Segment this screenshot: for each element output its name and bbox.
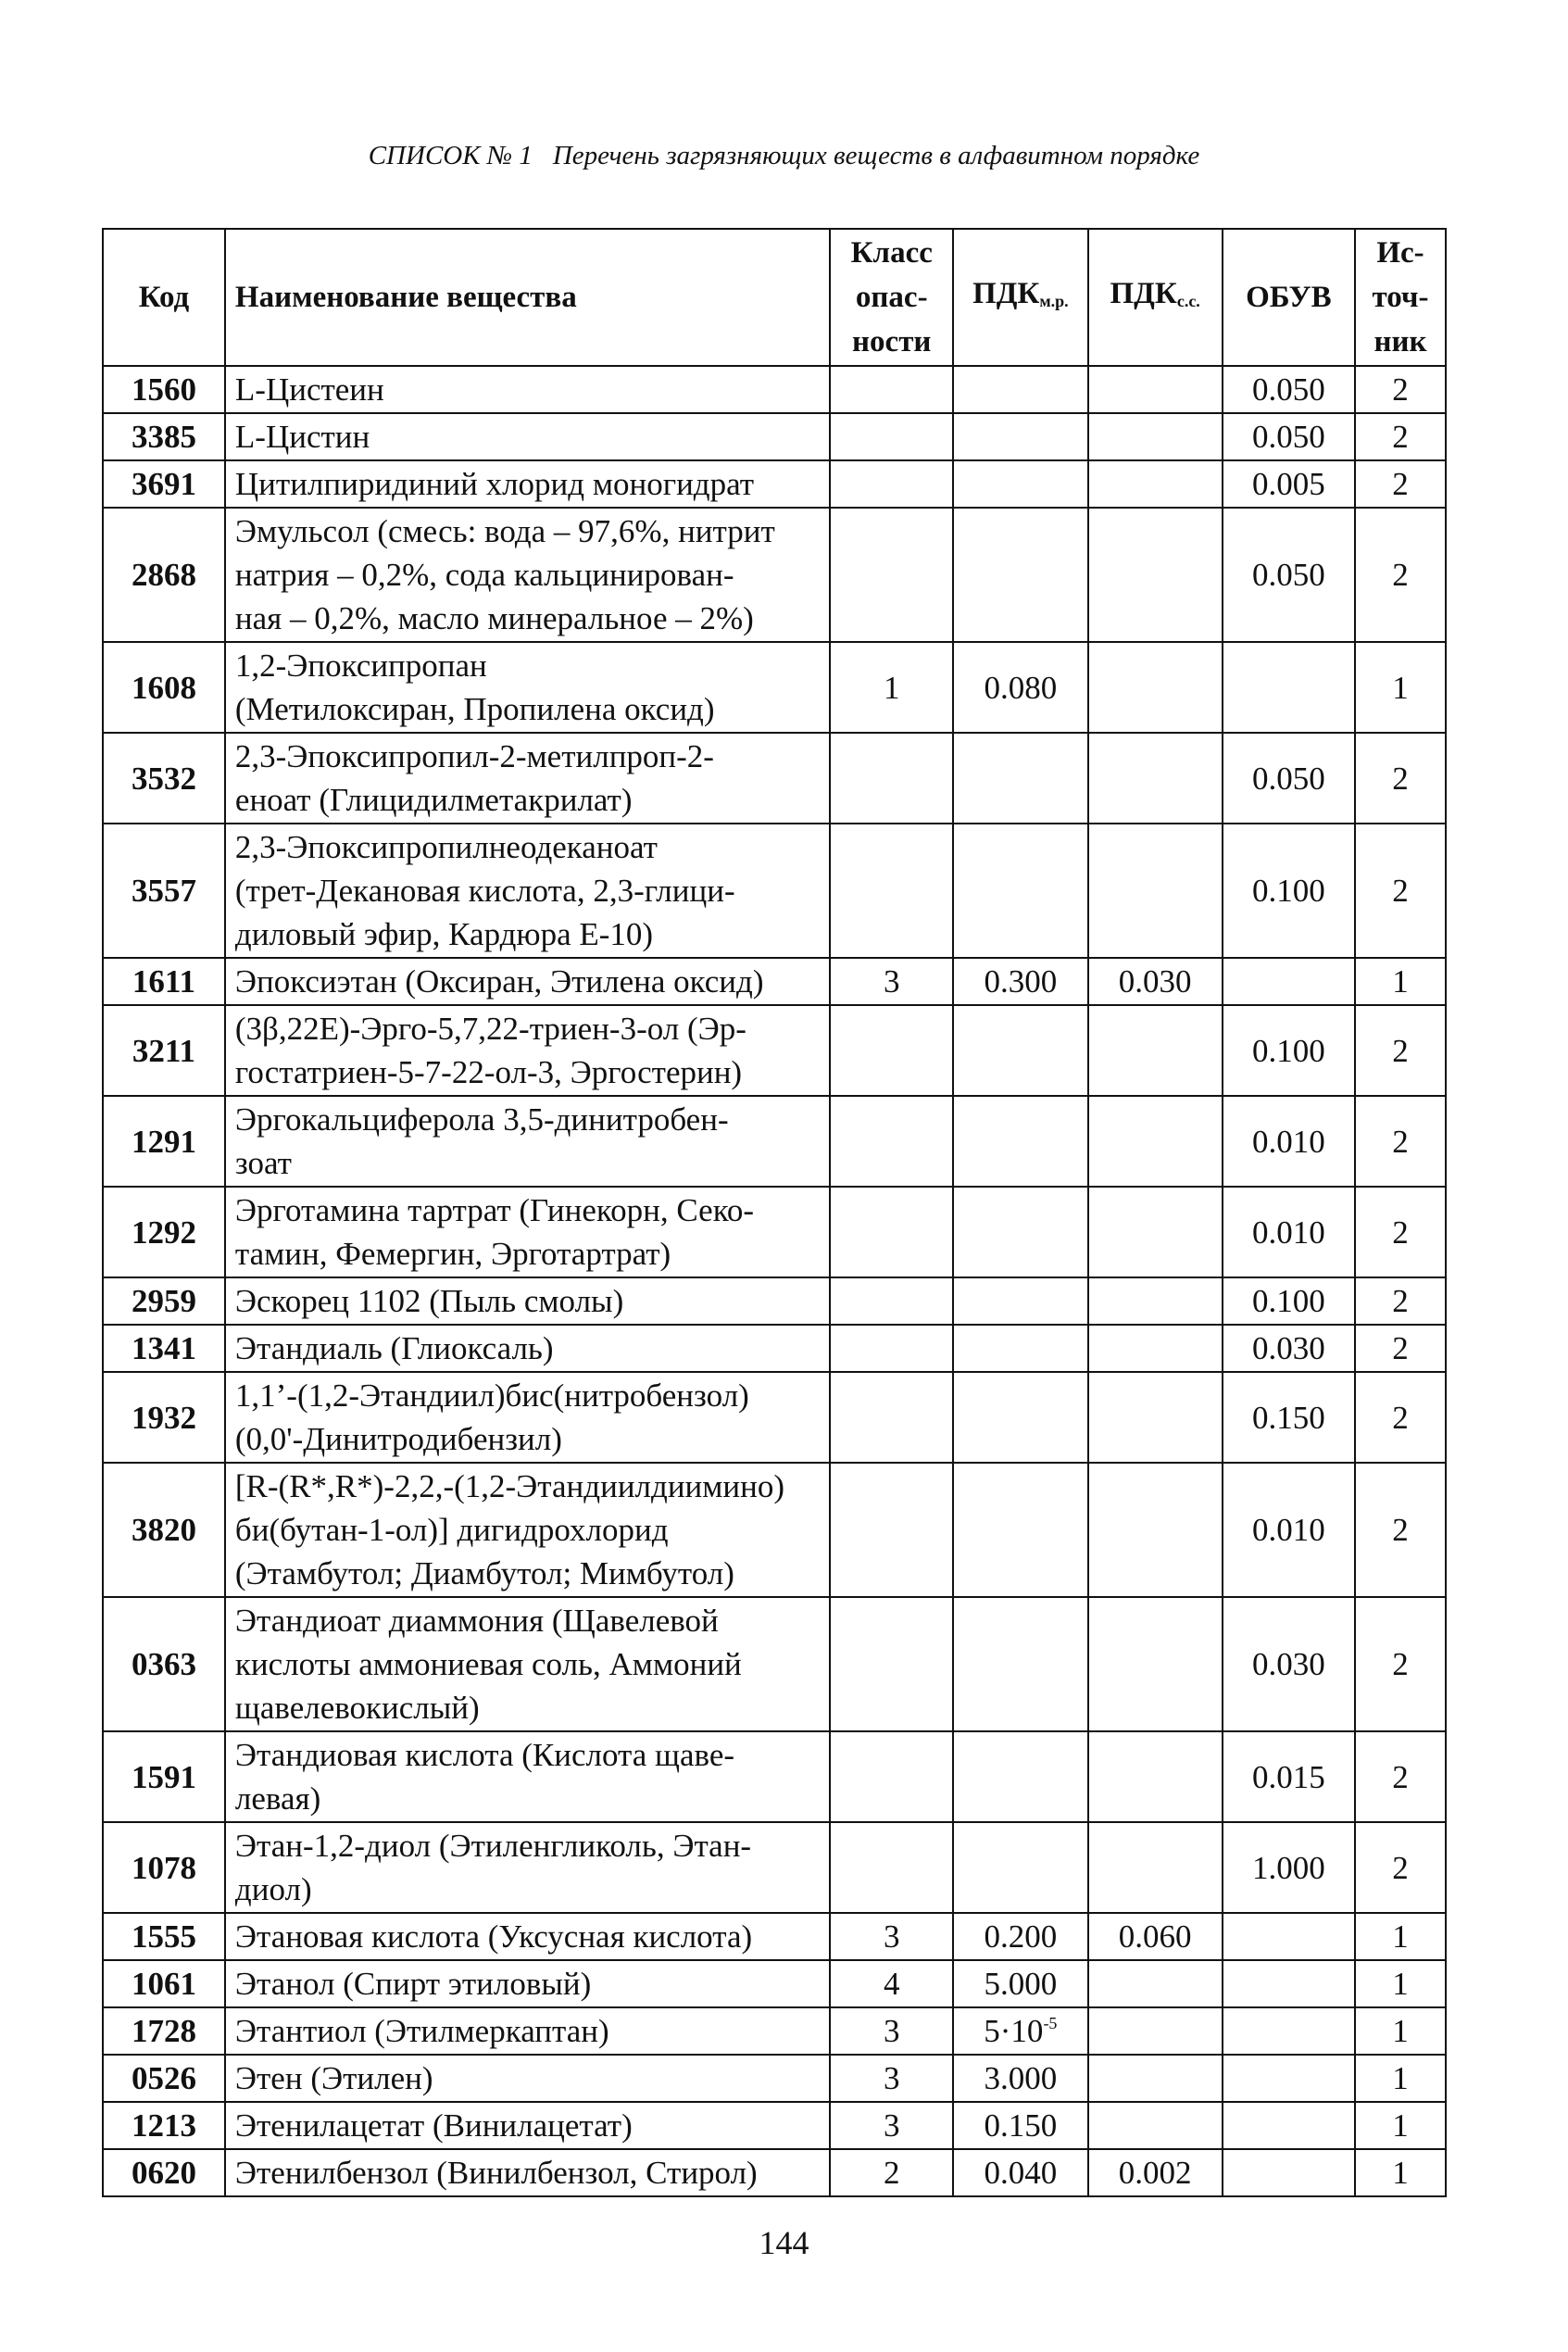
cell-pdk-mr: 0.300 bbox=[953, 958, 1087, 1005]
cell-name-line: (трет-Декановая кислота, 2,3-глици- bbox=[234, 873, 735, 909]
cell-name-line: би(бутан-1-ол)] дигидрохлорид bbox=[234, 1512, 669, 1548]
cell-hazard-class bbox=[830, 1463, 953, 1597]
cell-code: 3385 bbox=[103, 413, 225, 460]
cell-pdk-ss bbox=[1088, 1372, 1223, 1463]
cell-hazard-class bbox=[830, 1096, 953, 1187]
cell-code: 1728 bbox=[103, 2007, 225, 2055]
cell-code: 3532 bbox=[103, 733, 225, 824]
cell-pdk-ss bbox=[1088, 2102, 1223, 2149]
cell-name-line: Этантиол (Этилмеркаптан) bbox=[234, 2013, 609, 2049]
cell-code: 1291 bbox=[103, 1096, 225, 1187]
col-header-class bbox=[830, 229, 953, 366]
cell-hazard-class bbox=[830, 366, 953, 413]
cell-obuv: 0.050 bbox=[1223, 508, 1355, 642]
col-header-pdk-mr-sub: м.р. bbox=[1039, 292, 1069, 310]
cell-name bbox=[225, 1372, 830, 1463]
col-header-source-line: ник bbox=[1374, 325, 1427, 358]
cell-source: 2 bbox=[1355, 1822, 1446, 1913]
cell-code: 3211 bbox=[103, 1005, 225, 1096]
cell-name-line: левая) bbox=[234, 1780, 321, 1817]
cell-name-line: еноат (Глицидилметакрилат) bbox=[234, 782, 633, 818]
cell-code: 1608 bbox=[103, 642, 225, 733]
cell-hazard-class bbox=[830, 413, 953, 460]
cell-value-base: 5·10 bbox=[984, 2013, 1044, 2049]
list-subtitle: Перечень загрязняющих веществ в алфавитном порядке bbox=[552, 141, 1200, 170]
cell-name bbox=[225, 1731, 830, 1822]
cell-name-line: зоат bbox=[234, 1145, 292, 1181]
table-row bbox=[103, 1187, 1446, 1277]
cell-hazard-class: 3 bbox=[830, 1913, 953, 1960]
cell-pdk-ss bbox=[1088, 366, 1223, 413]
cell-pdk-mr bbox=[953, 824, 1087, 958]
col-header-class-line: Класс bbox=[850, 236, 933, 270]
cell-pdk-mr bbox=[953, 1277, 1087, 1325]
cell-source: 2 bbox=[1355, 1731, 1446, 1822]
cell-pdk-ss bbox=[1088, 1960, 1223, 2007]
cell-hazard-class bbox=[830, 1372, 953, 1463]
cell-code: 0620 bbox=[103, 2149, 225, 2196]
table-row bbox=[103, 2007, 1446, 2055]
table-row bbox=[103, 642, 1446, 733]
cell-name-line: Эскорец 1102 (Пыль смолы) bbox=[234, 1283, 624, 1319]
cell-source: 1 bbox=[1355, 2055, 1446, 2102]
cell-hazard-class bbox=[830, 1822, 953, 1913]
table-row bbox=[103, 1277, 1446, 1325]
cell-name-line: Эрготамина тартрат (Гинекорн, Секо- bbox=[234, 1192, 755, 1228]
cell-pdk-mr bbox=[953, 413, 1087, 460]
cell-code: 3820 bbox=[103, 1463, 225, 1597]
cell-name-line: Этанол (Спирт этиловый) bbox=[234, 1966, 592, 2002]
cell-hazard-class: 2 bbox=[830, 2149, 953, 2196]
cell-hazard-class: 4 bbox=[830, 1960, 953, 2007]
cell-pdk-mr bbox=[953, 1463, 1087, 1597]
cell-name-line: Цитилпиридиний хлорид моногидрат bbox=[234, 466, 755, 502]
cell-hazard-class bbox=[830, 824, 953, 958]
cell-source: 2 bbox=[1355, 1463, 1446, 1597]
cell-pdk-mr bbox=[953, 1187, 1087, 1277]
cell-name-line: кислоты аммониевая соль, Аммоний bbox=[234, 1646, 742, 1682]
cell-pdk-ss bbox=[1088, 2055, 1223, 2102]
cell-pdk-ss: 0.030 bbox=[1088, 958, 1223, 1005]
cell-name-line: тамин, Фемергин, Эрготартрат) bbox=[234, 1236, 671, 1272]
cell-pdk-ss bbox=[1088, 1597, 1223, 1731]
cell-pdk-mr: 0.040 bbox=[953, 2149, 1087, 2196]
cell-name-line: ная – 0,2%, масло минеральное – 2%) bbox=[234, 600, 754, 636]
cell-pdk-ss bbox=[1088, 413, 1223, 460]
table-row bbox=[103, 1372, 1446, 1463]
cell-hazard-class bbox=[830, 1187, 953, 1277]
cell-name bbox=[225, 2102, 830, 2149]
cell-pdk-ss bbox=[1088, 1187, 1223, 1277]
col-header-pdk-ss bbox=[1088, 229, 1223, 366]
cell-hazard-class: 3 bbox=[830, 2055, 953, 2102]
cell-name bbox=[225, 1096, 830, 1187]
cell-source: 2 bbox=[1355, 733, 1446, 824]
table-row bbox=[103, 366, 1446, 413]
cell-name bbox=[225, 413, 830, 460]
cell-name bbox=[225, 2055, 830, 2102]
cell-name-line: 1,1’-(1,2-Этандиил)бис(нитробензол) bbox=[234, 1377, 749, 1414]
cell-obuv: 0.030 bbox=[1223, 1597, 1355, 1731]
cell-pdk-mr bbox=[953, 460, 1087, 508]
cell-hazard-class: 3 bbox=[830, 2007, 953, 2055]
cell-name-line: 2,3-Эпоксипропил-2-метилпроп-2- bbox=[234, 738, 714, 774]
cell-name-line: (3β,22Е)-Эрго-5,7,22-триен-3-ол (Эр- bbox=[234, 1011, 746, 1047]
cell-source: 2 bbox=[1355, 1325, 1446, 1372]
cell-name-line: Этан-1,2-диол (Этиленгликоль, Этан- bbox=[234, 1828, 752, 1864]
col-header-source bbox=[1355, 229, 1446, 366]
cell-code: 1932 bbox=[103, 1372, 225, 1463]
table-row bbox=[103, 1325, 1446, 1372]
cell-obuv: 1.000 bbox=[1223, 1822, 1355, 1913]
cell-name bbox=[225, 1822, 830, 1913]
cell-name-line: L-Цистеин bbox=[234, 371, 384, 408]
cell-source: 2 bbox=[1355, 1277, 1446, 1325]
cell-obuv bbox=[1223, 2149, 1355, 2196]
cell-obuv: 0.050 bbox=[1223, 733, 1355, 824]
cell-pdk-ss bbox=[1088, 1096, 1223, 1187]
table-row bbox=[103, 508, 1446, 642]
table-row bbox=[103, 1731, 1446, 1822]
col-header-pdk-mr-main: ПДК bbox=[972, 277, 1040, 310]
cell-obuv: 0.100 bbox=[1223, 1005, 1355, 1096]
cell-obuv bbox=[1223, 958, 1355, 1005]
page-title bbox=[0, 141, 1568, 171]
table-row bbox=[103, 413, 1446, 460]
cell-name-line: Эпоксиэтан (Оксиран, Этилена оксид) bbox=[234, 963, 764, 1000]
cell-name bbox=[225, 958, 830, 1005]
cell-name-line: Этен (Этилен) bbox=[234, 2060, 433, 2096]
cell-code: 1213 bbox=[103, 2102, 225, 2149]
table-row bbox=[103, 2149, 1446, 2196]
cell-name bbox=[225, 824, 830, 958]
cell-pdk-mr bbox=[953, 1325, 1087, 1372]
cell-obuv bbox=[1223, 2055, 1355, 2102]
cell-pdk-ss bbox=[1088, 642, 1223, 733]
col-header-source-line: Ис- bbox=[1376, 236, 1424, 270]
cell-obuv bbox=[1223, 2102, 1355, 2149]
cell-source: 2 bbox=[1355, 413, 1446, 460]
cell-pdk-ss bbox=[1088, 1463, 1223, 1597]
cell-code: 1560 bbox=[103, 366, 225, 413]
cell-pdk-mr bbox=[953, 508, 1087, 642]
cell-code: 1061 bbox=[103, 1960, 225, 2007]
page-number: 144 bbox=[759, 2224, 809, 2261]
cell-name-line: Этандиаль (Глиоксаль) bbox=[234, 1330, 554, 1366]
cell-hazard-class bbox=[830, 1597, 953, 1731]
cell-pdk-ss: 0.060 bbox=[1088, 1913, 1223, 1960]
cell-source: 1 bbox=[1355, 2102, 1446, 2149]
cell-pdk-mr: 0.080 bbox=[953, 642, 1087, 733]
col-header-pdk-mr bbox=[953, 229, 1087, 366]
cell-name bbox=[225, 1277, 830, 1325]
cell-hazard-class: 3 bbox=[830, 958, 953, 1005]
cell-obuv: 0.015 bbox=[1223, 1731, 1355, 1822]
cell-pdk-mr bbox=[953, 1372, 1087, 1463]
cell-obuv: 0.010 bbox=[1223, 1463, 1355, 1597]
cell-name-line: Этенилбензол (Винилбензол, Стирол) bbox=[234, 2155, 758, 2191]
list-title: СПИСОК № 1 bbox=[368, 141, 533, 170]
cell-code: 3691 bbox=[103, 460, 225, 508]
col-header-source-line: точ- bbox=[1372, 281, 1429, 314]
cell-source: 1 bbox=[1355, 642, 1446, 733]
table-row bbox=[103, 2055, 1446, 2102]
cell-obuv: 0.030 bbox=[1223, 1325, 1355, 1372]
cell-obuv bbox=[1223, 642, 1355, 733]
cell-obuv bbox=[1223, 2007, 1355, 2055]
cell-source: 1 bbox=[1355, 1960, 1446, 2007]
table-row bbox=[103, 1005, 1446, 1096]
table-row bbox=[103, 958, 1446, 1005]
cell-pdk-mr: 3.000 bbox=[953, 2055, 1087, 2102]
cell-name bbox=[225, 1960, 830, 2007]
col-header-code: Код bbox=[103, 229, 225, 366]
table-row bbox=[103, 824, 1446, 958]
cell-name-line: натрия – 0,2%, сода кальцинирован- bbox=[234, 557, 734, 593]
cell-code: 1555 bbox=[103, 1913, 225, 1960]
cell-name bbox=[225, 2007, 830, 2055]
cell-hazard-class bbox=[830, 1005, 953, 1096]
substances-table bbox=[102, 228, 1447, 2197]
cell-name bbox=[225, 366, 830, 413]
cell-pdk-ss bbox=[1088, 2007, 1223, 2055]
cell-source: 2 bbox=[1355, 1597, 1446, 1731]
cell-obuv: 0.150 bbox=[1223, 1372, 1355, 1463]
cell-source: 2 bbox=[1355, 508, 1446, 642]
col-header-pdk-ss-main: ПДК bbox=[1110, 277, 1177, 310]
cell-name bbox=[225, 1597, 830, 1731]
cell-pdk-mr bbox=[953, 1731, 1087, 1822]
cell-obuv: 0.010 bbox=[1223, 1096, 1355, 1187]
cell-pdk-ss bbox=[1088, 1822, 1223, 1913]
cell-name-line: Этандиовая кислота (Кислота щаве- bbox=[234, 1737, 735, 1773]
cell-name-line: (Этамбутол; Диамбутол; Мимбутол) bbox=[234, 1555, 734, 1591]
cell-pdk-ss bbox=[1088, 460, 1223, 508]
cell-code: 1591 bbox=[103, 1731, 225, 1822]
col-header-obuv: ОБУВ bbox=[1223, 229, 1355, 366]
table-row bbox=[103, 733, 1446, 824]
cell-hazard-class: 3 bbox=[830, 2102, 953, 2149]
cell-pdk-mr bbox=[953, 733, 1087, 824]
table-row bbox=[103, 1463, 1446, 1597]
cell-hazard-class bbox=[830, 1325, 953, 1372]
cell-name-line: Этандиоат диаммония (Щавелевой bbox=[234, 1603, 719, 1639]
cell-hazard-class bbox=[830, 1731, 953, 1822]
table-row bbox=[103, 2102, 1446, 2149]
cell-source: 1 bbox=[1355, 2149, 1446, 2196]
cell-name-line: щавелевокислый) bbox=[234, 1690, 480, 1726]
cell-pdk-ss bbox=[1088, 1277, 1223, 1325]
cell-value-exponent: -5 bbox=[1043, 2014, 1058, 2032]
cell-name-line: Этановая кислота (Уксусная кислота) bbox=[234, 1918, 753, 1955]
cell-name-line: 1,2-Эпоксипропан bbox=[234, 648, 487, 684]
cell-name-line: (0,0'-Динитродибензил) bbox=[234, 1421, 562, 1457]
cell-pdk-mr: 5.000 bbox=[953, 1960, 1087, 2007]
cell-name-line: Эргокальциферола 3,5-динитробен- bbox=[234, 1101, 729, 1138]
cell-pdk-ss: 0.002 bbox=[1088, 2149, 1223, 2196]
table-row bbox=[103, 1822, 1446, 1913]
cell-pdk-ss bbox=[1088, 824, 1223, 958]
cell-source: 2 bbox=[1355, 460, 1446, 508]
cell-obuv: 0.100 bbox=[1223, 1277, 1355, 1325]
cell-hazard-class bbox=[830, 1277, 953, 1325]
cell-code: 2868 bbox=[103, 508, 225, 642]
cell-name bbox=[225, 1913, 830, 1960]
cell-pdk-mr bbox=[953, 1822, 1087, 1913]
cell-name-line: 2,3-Эпоксипропилнеодеканоат bbox=[234, 829, 658, 865]
cell-source: 2 bbox=[1355, 1372, 1446, 1463]
cell-name-line: гостатриен-5-7-22-ол-3, Эргостерин) bbox=[234, 1054, 743, 1090]
cell-hazard-class: 1 bbox=[830, 642, 953, 733]
cell-code: 0526 bbox=[103, 2055, 225, 2102]
cell-name bbox=[225, 642, 830, 733]
cell-name bbox=[225, 733, 830, 824]
cell-pdk-mr bbox=[953, 1597, 1087, 1731]
cell-code: 1611 bbox=[103, 958, 225, 1005]
cell-name bbox=[225, 1463, 830, 1597]
cell-name-line: диол) bbox=[234, 1871, 312, 1907]
cell-obuv: 0.005 bbox=[1223, 460, 1355, 508]
cell-pdk-mr: 0.150 bbox=[953, 2102, 1087, 2149]
cell-pdk-ss bbox=[1088, 1325, 1223, 1372]
cell-obuv bbox=[1223, 1960, 1355, 2007]
table-row bbox=[103, 460, 1446, 508]
cell-name bbox=[225, 1187, 830, 1277]
cell-name-line: (Метилоксиран, Пропилена оксид) bbox=[234, 691, 715, 727]
cell-pdk-mr: 0.200 bbox=[953, 1913, 1087, 1960]
cell-name bbox=[225, 1325, 830, 1372]
cell-pdk-mr bbox=[953, 1005, 1087, 1096]
cell-name bbox=[225, 508, 830, 642]
cell-code: 0363 bbox=[103, 1597, 225, 1731]
table-row bbox=[103, 1597, 1446, 1731]
cell-source: 1 bbox=[1355, 2007, 1446, 2055]
cell-obuv bbox=[1223, 1913, 1355, 1960]
cell-source: 2 bbox=[1355, 1187, 1446, 1277]
table-header-row bbox=[103, 229, 1446, 366]
cell-pdk-ss bbox=[1088, 1005, 1223, 1096]
col-header-name: Наименование вещества bbox=[225, 229, 830, 366]
table-row bbox=[103, 1096, 1446, 1187]
cell-obuv: 0.010 bbox=[1223, 1187, 1355, 1277]
cell-source: 2 bbox=[1355, 1096, 1446, 1187]
cell-pdk-mr bbox=[953, 2007, 1087, 2055]
cell-hazard-class bbox=[830, 733, 953, 824]
cell-obuv: 0.050 bbox=[1223, 413, 1355, 460]
cell-name-line: Этенилацетат (Винилацетат) bbox=[234, 2107, 633, 2144]
cell-name-line: L-Цистин bbox=[234, 419, 370, 455]
cell-code: 2959 bbox=[103, 1277, 225, 1325]
col-header-class-line: ности bbox=[852, 325, 932, 358]
cell-hazard-class bbox=[830, 508, 953, 642]
cell-name-line: Эмульсол (смесь: вода – 97,6%, нитрит bbox=[234, 513, 775, 549]
cell-code: 1292 bbox=[103, 1187, 225, 1277]
col-header-class-line: опас- bbox=[855, 281, 928, 314]
cell-pdk-ss bbox=[1088, 733, 1223, 824]
cell-source: 2 bbox=[1355, 1005, 1446, 1096]
cell-name-line: диловый эфир, Кардюра Е-10) bbox=[234, 916, 654, 952]
cell-pdk-ss bbox=[1088, 1731, 1223, 1822]
cell-name bbox=[225, 1005, 830, 1096]
cell-code: 3557 bbox=[103, 824, 225, 958]
col-header-pdk-ss-sub: с.с. bbox=[1176, 292, 1200, 310]
cell-source: 2 bbox=[1355, 824, 1446, 958]
cell-pdk-mr bbox=[953, 1096, 1087, 1187]
cell-pdk-ss bbox=[1088, 508, 1223, 642]
table-row bbox=[103, 1960, 1446, 2007]
cell-source: 1 bbox=[1355, 958, 1446, 1005]
cell-name bbox=[225, 460, 830, 508]
cell-hazard-class bbox=[830, 460, 953, 508]
cell-code: 1341 bbox=[103, 1325, 225, 1372]
cell-source: 2 bbox=[1355, 366, 1446, 413]
table-body bbox=[103, 366, 1446, 2196]
cell-source: 1 bbox=[1355, 1913, 1446, 1960]
table-row bbox=[103, 1913, 1446, 1960]
cell-pdk-mr bbox=[953, 366, 1087, 413]
cell-obuv: 0.100 bbox=[1223, 824, 1355, 958]
cell-name bbox=[225, 2149, 830, 2196]
cell-name-line: [R-(R*,R*)-2,2,-(1,2-Этандиилдиимино) bbox=[234, 1468, 785, 1504]
cell-code: 1078 bbox=[103, 1822, 225, 1913]
cell-obuv: 0.050 bbox=[1223, 366, 1355, 413]
